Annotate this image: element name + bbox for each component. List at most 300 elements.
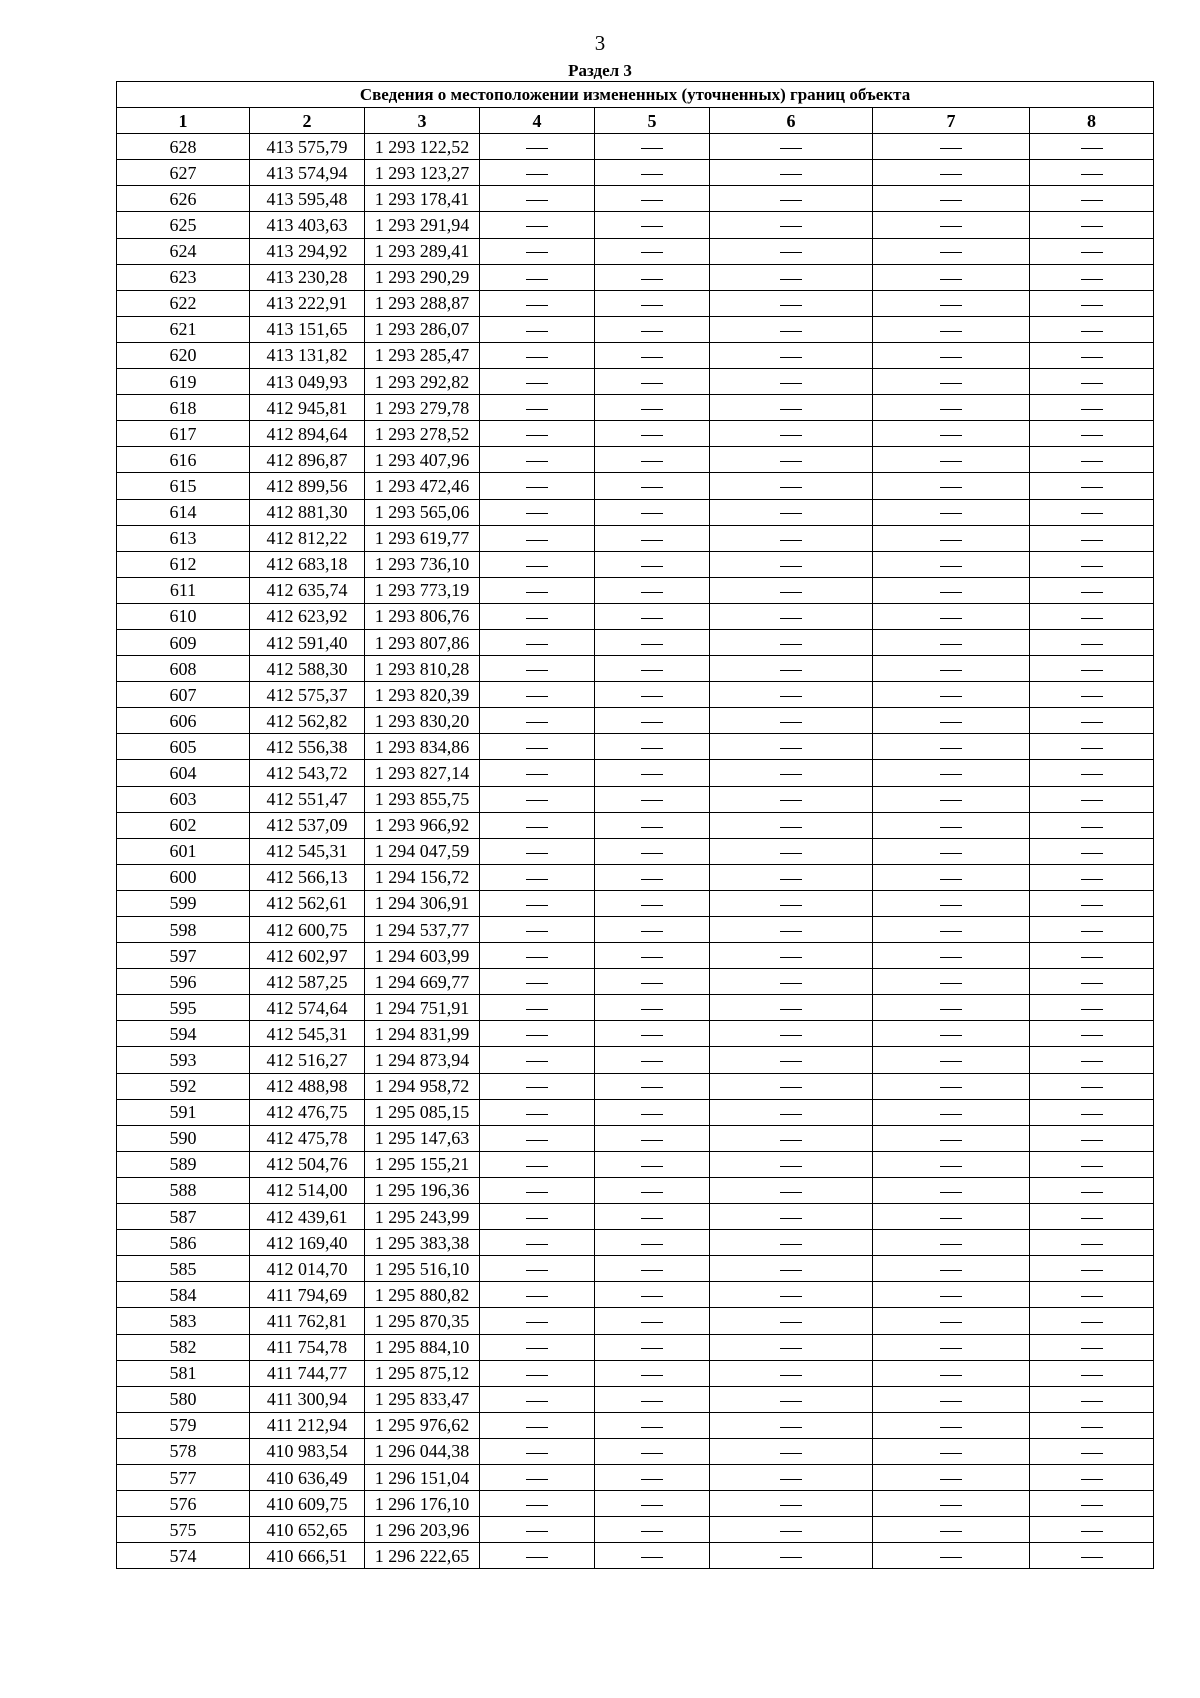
empty-value-cell: [873, 917, 1030, 943]
empty-value-cell: [1030, 499, 1154, 525]
empty-value-cell: [710, 1099, 873, 1125]
dash-mark: [1081, 487, 1103, 488]
empty-value-cell: [480, 421, 595, 447]
empty-value-cell: [480, 447, 595, 473]
dash-mark: [1081, 879, 1103, 880]
table-row: [117, 1282, 1154, 1308]
empty-value-cell: [1030, 1543, 1154, 1569]
empty-value-cell: [873, 395, 1030, 421]
column-header-6: 6: [710, 108, 873, 134]
dash-mark: [526, 1009, 548, 1010]
dash-mark: [780, 1427, 802, 1428]
empty-value-cell: [595, 786, 710, 812]
empty-value-cell: [873, 1412, 1030, 1438]
empty-value-cell: [710, 186, 873, 212]
table-row: [117, 995, 1154, 1021]
dash-mark: [780, 931, 802, 932]
dash-mark: [780, 252, 802, 253]
empty-value-cell: [595, 995, 710, 1021]
dash-mark: [526, 357, 548, 358]
dash-mark: [1081, 226, 1103, 227]
dash-mark: [1081, 513, 1103, 514]
dash-mark: [641, 618, 663, 619]
dash-mark: [940, 331, 962, 332]
dash-mark: [780, 696, 802, 697]
dash-mark: [780, 1061, 802, 1062]
x-coordinate-cell: 412 566,13: [250, 864, 365, 890]
dash-mark: [780, 409, 802, 410]
dash-mark: [780, 200, 802, 201]
dash-mark: [1081, 853, 1103, 854]
empty-value-cell: [595, 1256, 710, 1282]
empty-value-cell: [1030, 603, 1154, 629]
y-coordinate-cell: 1 293 123,27: [365, 160, 480, 186]
empty-value-cell: [1030, 525, 1154, 551]
empty-value-cell: [480, 812, 595, 838]
empty-value-cell: [480, 551, 595, 577]
point-number-cell: 625: [117, 212, 250, 238]
dash-mark: [940, 1270, 962, 1271]
dash-mark: [641, 1557, 663, 1558]
dash-mark: [940, 305, 962, 306]
dash-mark: [780, 1087, 802, 1088]
dash-mark: [1081, 931, 1103, 932]
point-number-cell: 595: [117, 995, 250, 1021]
dash-mark: [940, 827, 962, 828]
dash-mark: [780, 1270, 802, 1271]
empty-value-cell: [873, 890, 1030, 916]
table-row: [117, 1047, 1154, 1073]
dash-mark: [940, 748, 962, 749]
x-coordinate-cell: 411 794,69: [250, 1282, 365, 1308]
x-coordinate-cell: 413 294,92: [250, 238, 365, 264]
dash-mark: [641, 1531, 663, 1532]
point-number-cell: 577: [117, 1464, 250, 1490]
point-number-cell: 594: [117, 1021, 250, 1047]
table-row: [117, 734, 1154, 760]
point-number-cell: 603: [117, 786, 250, 812]
dash-mark: [940, 226, 962, 227]
empty-value-cell: [710, 838, 873, 864]
dash-mark: [526, 983, 548, 984]
empty-value-cell: [873, 838, 1030, 864]
table-row: [117, 943, 1154, 969]
column-header-2: 2: [250, 108, 365, 134]
dash-mark: [780, 592, 802, 593]
y-coordinate-cell: 1 295 147,63: [365, 1125, 480, 1151]
x-coordinate-cell: 412 562,82: [250, 708, 365, 734]
table-row: [117, 1099, 1154, 1125]
empty-value-cell: [873, 1438, 1030, 1464]
empty-value-cell: [1030, 290, 1154, 316]
empty-value-cell: [480, 1308, 595, 1334]
x-coordinate-cell: 411 762,81: [250, 1308, 365, 1334]
table-row: [117, 342, 1154, 368]
y-coordinate-cell: 1 293 565,06: [365, 499, 480, 525]
empty-value-cell: [873, 577, 1030, 603]
empty-value-cell: [873, 1386, 1030, 1412]
dash-mark: [940, 357, 962, 358]
table-row: [117, 603, 1154, 629]
point-number-cell: 623: [117, 264, 250, 290]
empty-value-cell: [595, 316, 710, 342]
point-number-cell: 601: [117, 838, 250, 864]
empty-value-cell: [480, 1256, 595, 1282]
dash-mark: [526, 409, 548, 410]
dash-mark: [526, 722, 548, 723]
point-number-cell: 598: [117, 917, 250, 943]
point-number-cell: 613: [117, 525, 250, 551]
dash-mark: [780, 1009, 802, 1010]
dash-mark: [780, 540, 802, 541]
empty-value-cell: [595, 708, 710, 734]
table-body: [117, 134, 1154, 1569]
empty-value-cell: [595, 369, 710, 395]
table-row: [117, 1464, 1154, 1490]
empty-value-cell: [873, 629, 1030, 655]
dash-mark: [526, 279, 548, 280]
x-coordinate-cell: 412 588,30: [250, 656, 365, 682]
empty-value-cell: [873, 682, 1030, 708]
table-row: [117, 838, 1154, 864]
dash-mark: [641, 1296, 663, 1297]
empty-value-cell: [480, 499, 595, 525]
dash-mark: [780, 1479, 802, 1480]
y-coordinate-cell: 1 293 178,41: [365, 186, 480, 212]
empty-value-cell: [710, 1491, 873, 1517]
empty-value-cell: [595, 682, 710, 708]
dash-mark: [526, 879, 548, 880]
dash-mark: [526, 1479, 548, 1480]
dash-mark: [526, 1035, 548, 1036]
empty-value-cell: [710, 212, 873, 238]
dash-mark: [526, 487, 548, 488]
dash-mark: [780, 983, 802, 984]
y-coordinate-cell: 1 293 290,29: [365, 264, 480, 290]
empty-value-cell: [595, 838, 710, 864]
y-coordinate-cell: 1 293 472,46: [365, 473, 480, 499]
empty-value-cell: [1030, 1125, 1154, 1151]
dash-mark: [1081, 461, 1103, 462]
dash-mark: [940, 1531, 962, 1532]
empty-value-cell: [480, 864, 595, 890]
empty-value-cell: [1030, 1073, 1154, 1099]
dash-mark: [1081, 1192, 1103, 1193]
dash-mark: [526, 644, 548, 645]
empty-value-cell: [1030, 551, 1154, 577]
point-number-cell: 576: [117, 1491, 250, 1517]
empty-value-cell: [595, 395, 710, 421]
y-coordinate-cell: 1 293 807,86: [365, 629, 480, 655]
empty-value-cell: [873, 447, 1030, 473]
table-row: [117, 212, 1154, 238]
point-number-cell: 612: [117, 551, 250, 577]
x-coordinate-cell: 412 812,22: [250, 525, 365, 551]
dash-mark: [780, 357, 802, 358]
y-coordinate-cell: 1 296 044,38: [365, 1438, 480, 1464]
empty-value-cell: [710, 786, 873, 812]
empty-value-cell: [710, 1282, 873, 1308]
dash-mark: [641, 800, 663, 801]
y-coordinate-cell: 1 294 537,77: [365, 917, 480, 943]
y-coordinate-cell: 1 293 285,47: [365, 342, 480, 368]
empty-value-cell: [480, 890, 595, 916]
empty-value-cell: [873, 1099, 1030, 1125]
dash-mark: [780, 331, 802, 332]
empty-value-cell: [480, 1491, 595, 1517]
y-coordinate-cell: 1 295 833,47: [365, 1386, 480, 1412]
column-header-1: 1: [117, 108, 250, 134]
table-row: [117, 1125, 1154, 1151]
dash-mark: [526, 1427, 548, 1428]
empty-value-cell: [1030, 1230, 1154, 1256]
table-row: [117, 1334, 1154, 1360]
empty-value-cell: [595, 1308, 710, 1334]
dash-mark: [641, 252, 663, 253]
empty-value-cell: [1030, 1099, 1154, 1125]
empty-value-cell: [873, 1334, 1030, 1360]
empty-value-cell: [1030, 1204, 1154, 1230]
table-row: [117, 473, 1154, 499]
empty-value-cell: [873, 1021, 1030, 1047]
empty-value-cell: [710, 1464, 873, 1490]
y-coordinate-cell: 1 296 176,10: [365, 1491, 480, 1517]
empty-value-cell: [873, 290, 1030, 316]
empty-value-cell: [873, 1073, 1030, 1099]
table-row: [117, 238, 1154, 264]
x-coordinate-cell: 412 516,27: [250, 1047, 365, 1073]
x-coordinate-cell: 411 300,94: [250, 1386, 365, 1412]
empty-value-cell: [873, 1204, 1030, 1230]
x-coordinate-cell: 412 635,74: [250, 577, 365, 603]
dash-mark: [526, 957, 548, 958]
empty-value-cell: [710, 969, 873, 995]
empty-value-cell: [1030, 1386, 1154, 1412]
dash-mark: [780, 1166, 802, 1167]
empty-value-cell: [1030, 238, 1154, 264]
x-coordinate-cell: 413 049,93: [250, 369, 365, 395]
empty-value-cell: [710, 1438, 873, 1464]
dash-mark: [940, 409, 962, 410]
dash-mark: [780, 1140, 802, 1141]
x-coordinate-cell: 412 551,47: [250, 786, 365, 812]
empty-value-cell: [480, 656, 595, 682]
empty-value-cell: [873, 1256, 1030, 1282]
empty-value-cell: [1030, 864, 1154, 890]
dash-mark: [1081, 592, 1103, 593]
empty-value-cell: [873, 1125, 1030, 1151]
dash-mark: [641, 357, 663, 358]
empty-value-cell: [1030, 1021, 1154, 1047]
empty-value-cell: [480, 1230, 595, 1256]
dash-mark: [526, 800, 548, 801]
empty-value-cell: [595, 1491, 710, 1517]
point-number-cell: 608: [117, 656, 250, 682]
dash-mark: [641, 1505, 663, 1506]
x-coordinate-cell: 412 683,18: [250, 551, 365, 577]
empty-value-cell: [595, 577, 710, 603]
dash-mark: [940, 800, 962, 801]
dash-mark: [940, 1348, 962, 1349]
dash-mark: [641, 827, 663, 828]
empty-value-cell: [873, 551, 1030, 577]
y-coordinate-cell: 1 294 156,72: [365, 864, 480, 890]
table-row: [117, 629, 1154, 655]
dash-mark: [641, 1270, 663, 1271]
table-row: [117, 1517, 1154, 1543]
empty-value-cell: [873, 264, 1030, 290]
empty-value-cell: [710, 1334, 873, 1360]
point-number-cell: 584: [117, 1282, 250, 1308]
dash-mark: [940, 1296, 962, 1297]
table-row: [117, 160, 1154, 186]
point-number-cell: 607: [117, 682, 250, 708]
dash-mark: [641, 644, 663, 645]
x-coordinate-cell: 412 881,30: [250, 499, 365, 525]
empty-value-cell: [480, 1464, 595, 1490]
empty-value-cell: [710, 1021, 873, 1047]
dash-mark: [940, 722, 962, 723]
empty-value-cell: [480, 395, 595, 421]
y-coordinate-cell: 1 295 243,99: [365, 1204, 480, 1230]
dash-mark: [526, 905, 548, 906]
y-coordinate-cell: 1 295 196,36: [365, 1177, 480, 1203]
empty-value-cell: [480, 238, 595, 264]
dash-mark: [526, 226, 548, 227]
empty-value-cell: [595, 1021, 710, 1047]
empty-value-cell: [480, 342, 595, 368]
empty-value-cell: [595, 760, 710, 786]
x-coordinate-cell: 412 504,76: [250, 1151, 365, 1177]
dash-mark: [641, 1192, 663, 1193]
empty-value-cell: [595, 1099, 710, 1125]
dash-mark: [641, 513, 663, 514]
dash-mark: [780, 827, 802, 828]
dash-mark: [641, 1427, 663, 1428]
dash-mark: [526, 1453, 548, 1454]
x-coordinate-cell: 413 222,91: [250, 290, 365, 316]
table-row: [117, 1204, 1154, 1230]
empty-value-cell: [480, 760, 595, 786]
empty-value-cell: [710, 1308, 873, 1334]
dash-mark: [641, 1244, 663, 1245]
empty-value-cell: [1030, 995, 1154, 1021]
dash-mark: [1081, 383, 1103, 384]
empty-value-cell: [873, 734, 1030, 760]
dash-mark: [940, 1009, 962, 1010]
empty-value-cell: [480, 1282, 595, 1308]
empty-value-cell: [710, 890, 873, 916]
dash-mark: [780, 1453, 802, 1454]
empty-value-cell: [710, 864, 873, 890]
empty-value-cell: [595, 1047, 710, 1073]
x-coordinate-cell: 412 014,70: [250, 1256, 365, 1282]
empty-value-cell: [480, 708, 595, 734]
dash-mark: [1081, 1375, 1103, 1376]
empty-value-cell: [595, 890, 710, 916]
y-coordinate-cell: 1 293 292,82: [365, 369, 480, 395]
dash-mark: [526, 827, 548, 828]
dash-mark: [526, 670, 548, 671]
x-coordinate-cell: 411 212,94: [250, 1412, 365, 1438]
dash-mark: [1081, 566, 1103, 567]
point-number-cell: 610: [117, 603, 250, 629]
dash-mark: [526, 513, 548, 514]
dash-mark: [780, 670, 802, 671]
dash-mark: [780, 1401, 802, 1402]
y-coordinate-cell: 1 293 278,52: [365, 421, 480, 447]
empty-value-cell: [873, 212, 1030, 238]
empty-value-cell: [595, 525, 710, 551]
dash-mark: [1081, 827, 1103, 828]
empty-value-cell: [1030, 447, 1154, 473]
empty-value-cell: [873, 1151, 1030, 1177]
dash-mark: [641, 461, 663, 462]
x-coordinate-cell: 412 591,40: [250, 629, 365, 655]
point-number-cell: 589: [117, 1151, 250, 1177]
dash-mark: [940, 566, 962, 567]
point-number-cell: 605: [117, 734, 250, 760]
empty-value-cell: [873, 1230, 1030, 1256]
dash-mark: [780, 722, 802, 723]
dash-mark: [780, 748, 802, 749]
empty-value-cell: [1030, 786, 1154, 812]
dash-mark: [1081, 252, 1103, 253]
dash-mark: [1081, 1218, 1103, 1219]
point-number-cell: 590: [117, 1125, 250, 1151]
page-number: 3: [594, 31, 606, 55]
dash-mark: [940, 774, 962, 775]
y-coordinate-cell: 1 293 834,86: [365, 734, 480, 760]
empty-value-cell: [873, 864, 1030, 890]
dash-mark: [780, 1531, 802, 1532]
dash-mark: [780, 1035, 802, 1036]
y-coordinate-cell: 1 293 122,52: [365, 134, 480, 160]
table-row: [117, 917, 1154, 943]
empty-value-cell: [873, 316, 1030, 342]
dash-mark: [940, 1140, 962, 1141]
empty-value-cell: [873, 812, 1030, 838]
empty-value-cell: [1030, 212, 1154, 238]
point-number-cell: 617: [117, 421, 250, 447]
empty-value-cell: [480, 212, 595, 238]
empty-value-cell: [1030, 264, 1154, 290]
dash-mark: [1081, 1009, 1103, 1010]
point-number-cell: 583: [117, 1308, 250, 1334]
empty-value-cell: [873, 134, 1030, 160]
empty-value-cell: [595, 551, 710, 577]
y-coordinate-cell: 1 293 619,77: [365, 525, 480, 551]
dash-mark: [940, 905, 962, 906]
y-coordinate-cell: 1 296 222,65: [365, 1543, 480, 1569]
x-coordinate-cell: 413 574,94: [250, 160, 365, 186]
empty-value-cell: [1030, 1256, 1154, 1282]
dash-mark: [940, 200, 962, 201]
y-coordinate-cell: 1 293 286,07: [365, 316, 480, 342]
dash-mark: [1081, 618, 1103, 619]
point-number-cell: 628: [117, 134, 250, 160]
empty-value-cell: [595, 186, 710, 212]
dash-mark: [1081, 1557, 1103, 1558]
dash-mark: [1081, 1505, 1103, 1506]
dash-mark: [1081, 1401, 1103, 1402]
dash-mark: [1081, 1244, 1103, 1245]
empty-value-cell: [595, 1517, 710, 1543]
empty-value-cell: [710, 812, 873, 838]
empty-value-cell: [1030, 812, 1154, 838]
x-coordinate-cell: 413 131,82: [250, 342, 365, 368]
empty-value-cell: [710, 760, 873, 786]
